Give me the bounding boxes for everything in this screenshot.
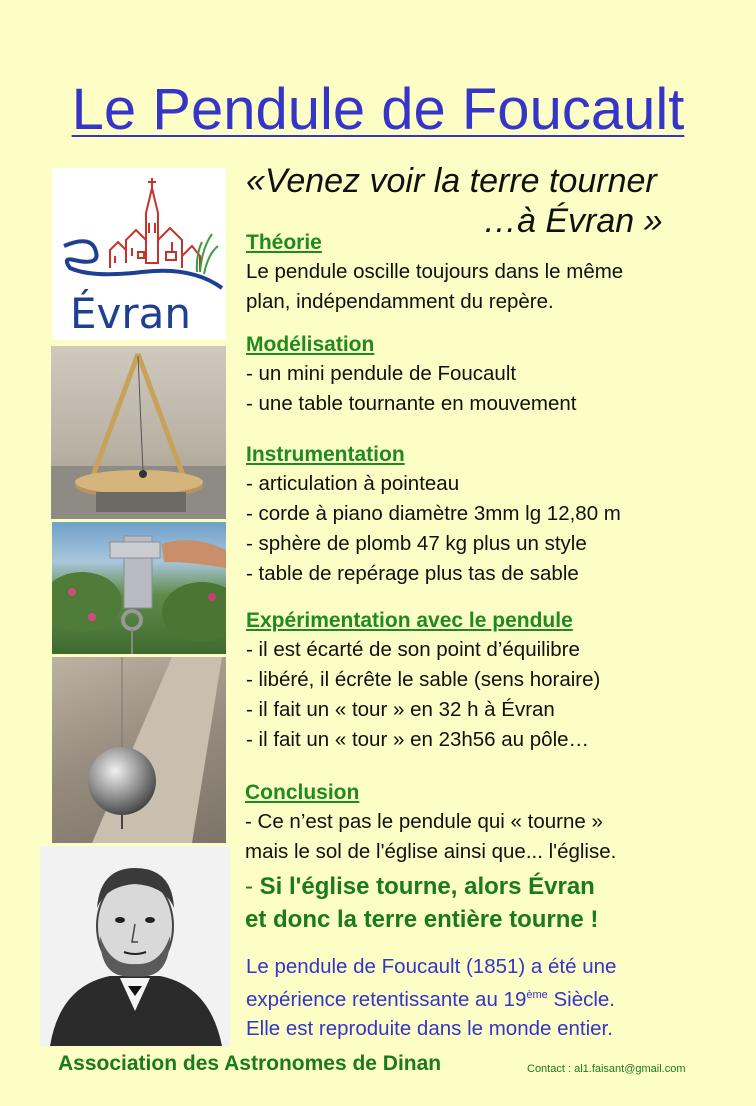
history-line-1: Le pendule de Foucault (1851) a été une: [246, 955, 617, 978]
conclusion-emphasis-line-1: Si l'église tourne, alors Évran: [259, 873, 595, 900]
instrumentation-line: - corde à piano diamètre 3mm lg 12,80 m: [246, 502, 621, 525]
experimentation-line: - libéré, il écrête le sable (sens horaire): [246, 668, 601, 691]
section-title-modelisation: Modélisation: [246, 333, 375, 356]
theorie-line: Le pendule oscille toujours dans le même: [246, 260, 624, 283]
evran-logo: [52, 168, 226, 340]
lead-sphere-photo: [52, 657, 226, 843]
tagline-line-2: …à Évran »: [483, 202, 663, 240]
modelisation-line: - une table tournante en mouvement: [246, 392, 577, 415]
theorie-line: plan, indépendamment du repère.: [246, 290, 554, 313]
history-line-3: Elle est reproduite dans le monde entier.: [246, 1016, 613, 1040]
footer-association: Association des Astronomes de Dinan: [58, 1052, 442, 1075]
history-note: [246, 952, 616, 1043]
section-title-conclusion: Conclusion: [245, 781, 360, 804]
conclusion-emphasis-dash: -: [245, 873, 260, 900]
experimentation-line: - il fait un « tour » en 32 h à Évran: [246, 698, 555, 721]
section-body-experimentation: [246, 635, 600, 755]
history-superscript: ème: [526, 989, 548, 1001]
mini-pendulum-photo: [51, 346, 226, 519]
history-line-2-end: Siècle.: [547, 987, 615, 1011]
section-body-instrumentation: [246, 469, 621, 589]
section-title-instrumentation: Instrumentation: [246, 443, 405, 466]
instrumentation-line: - sphère de plomb 47 kg plus un style: [246, 532, 587, 555]
section-title-experimentation: Expérimentation avec le pendule: [246, 609, 573, 632]
conclusion-emphasis: [245, 870, 598, 936]
evran-logo-text: Évran: [70, 289, 192, 338]
conclusion-line: - Ce n’est pas le pendule qui « tourne »: [245, 810, 603, 833]
instrumentation-line: - table de repérage plus tas de sable: [246, 562, 579, 585]
instrumentation-line: - articulation à pointeau: [246, 472, 460, 495]
page-title: Le Pendule de Foucault: [71, 77, 685, 142]
experimentation-line: - il est écarté de son point d’équilibre: [246, 638, 580, 661]
section-body-modelisation: [246, 359, 577, 419]
tagline-line-1: «Venez voir la terre tourner: [246, 162, 657, 200]
modelisation-line: - un mini pendule de Foucault: [246, 362, 517, 385]
section-body-conclusion: [245, 807, 616, 867]
section-title-theorie: Théorie: [246, 231, 322, 254]
pivot-articulation-photo: [52, 522, 226, 654]
history-line-2: expérience retentissante au 19: [246, 987, 527, 1011]
section-body-theorie: [246, 257, 623, 317]
experimentation-line: - il fait un « tour » en 23h56 au pôle…: [246, 728, 590, 751]
footer-contact: Contact : al1.faisant@gmail.com: [527, 1063, 686, 1075]
foucault-portrait: [40, 846, 230, 1046]
conclusion-emphasis-line-2: et donc la terre entière tourne !: [245, 906, 599, 933]
conclusion-line: mais le sol de l'église ainsi que... l'église.: [245, 840, 617, 863]
